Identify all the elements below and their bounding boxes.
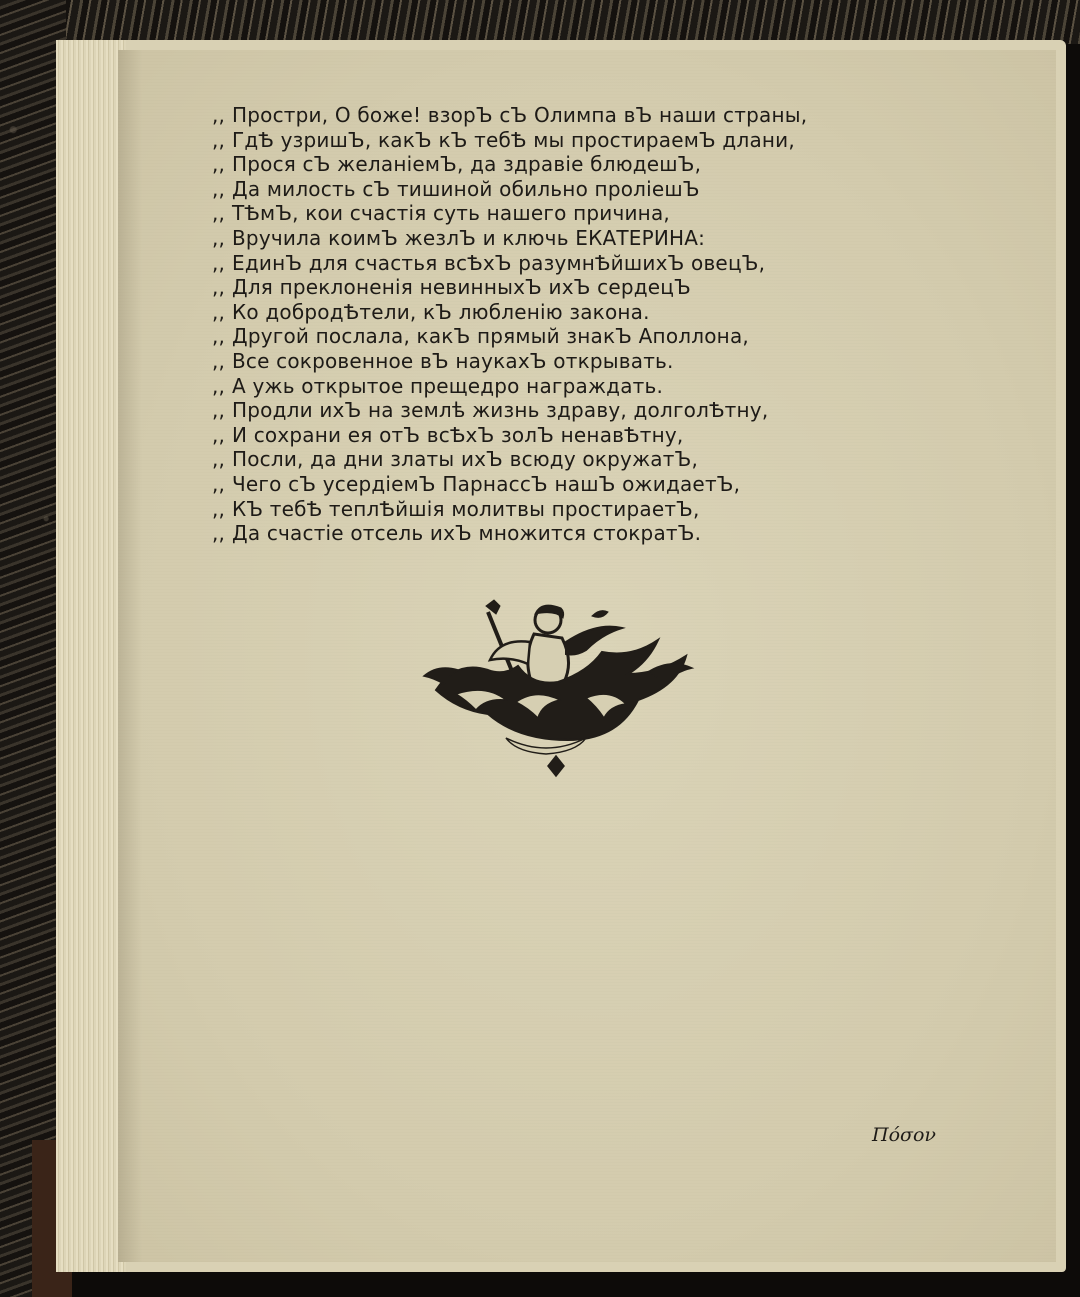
opening-quote: ,, <box>212 201 226 226</box>
opening-quote: ,, <box>212 447 226 472</box>
poem-line-text: Чего сЪ усердіемЪ ПарнассЪ нашЪ ожидаетЪ, <box>232 471 741 496</box>
cherub-vignette-icon <box>416 598 712 778</box>
opening-quote: ,, <box>212 373 226 398</box>
opening-quote: ,, <box>212 176 226 201</box>
poem-line-text: Другой послала, какЪ прямый знакЪ Аполлона, <box>232 324 749 349</box>
poem-line <box>212 447 902 472</box>
opening-quote: ,, <box>212 324 226 349</box>
poem-line <box>212 275 902 300</box>
opening-quote: ,, <box>212 471 226 496</box>
poem-line <box>212 497 902 522</box>
poem-text <box>212 103 902 546</box>
poem-line-text: Посли, да дни златы ихЪ всюду окружатЪ, <box>232 447 699 472</box>
opening-quote: ,, <box>212 521 226 546</box>
poem-line-text: Вручила коимЪ жезлЪ и ключь ЕКАТЕРИНА: <box>232 225 706 250</box>
poem-line-text: Прося сЪ желаніемЪ, да здравіе блюдешЪ, <box>232 152 702 177</box>
opening-quote: ,, <box>212 299 226 324</box>
poem-line <box>212 349 902 374</box>
opening-quote: ,, <box>212 103 226 127</box>
poem-line-text: Да счастіе отсель ихЪ множится стократЪ. <box>232 521 702 546</box>
poem-line-text: Все сокровенное вЪ наукахЪ открывать. <box>232 348 674 373</box>
poem-line <box>212 201 902 226</box>
poem-line-text: Продли ихЪ на землѣ жизнь здраву, долголѢтну, <box>232 398 769 423</box>
poem-line-text: Ко добродѢтели, кЪ любленію закона. <box>232 299 650 324</box>
poem-line <box>212 226 902 251</box>
poem-line <box>212 423 902 448</box>
poem-line-text: ГдѢ узришЪ, какЪ кЪ тебѢ мы простираемЪ длани, <box>232 127 795 152</box>
poem-line <box>212 374 902 399</box>
poem-line-text: А ужь открытое прещедро награждать. <box>232 373 664 398</box>
poem-line-text: КЪ тебѢ теплѢйшія молитвы простираетЪ, <box>232 496 700 521</box>
poem-line <box>212 300 902 325</box>
poem-line-text: ЕдинЪ для счастья всѢхЪ разумнѢйшихЪ овецЪ, <box>232 250 766 275</box>
catchword: Пόσον <box>872 1124 936 1146</box>
gutter-shadow <box>118 50 142 1262</box>
poem-line <box>212 472 902 497</box>
opening-quote: ,, <box>212 127 226 152</box>
poem-line-text: Простри, О боже! взорЪ сЪ Олимпа вЪ наши страны, <box>232 103 808 127</box>
poem-line <box>212 177 902 202</box>
opening-quote: ,, <box>212 496 226 521</box>
poem-line <box>212 521 902 546</box>
poem-line <box>212 152 902 177</box>
binding-top-edge <box>0 0 1080 44</box>
poem-line-text: Да милость сЪ тишиной обильно пролiешЪ <box>232 176 700 201</box>
poem-line <box>212 398 902 423</box>
poem-line-text: Для преклоненія невинныхЪ ихЪ сердецЪ <box>232 275 691 300</box>
opening-quote: ,, <box>212 225 226 250</box>
poem-line <box>212 251 902 276</box>
opening-quote: ,, <box>212 422 226 447</box>
poem-line <box>212 324 902 349</box>
poem-line <box>212 128 902 153</box>
poem-line <box>212 103 902 128</box>
poem-line-text: И сохрани ея отЪ всѢхЪ золЪ ненавѢтну, <box>232 422 684 447</box>
opening-quote: ,, <box>212 152 226 177</box>
poem-line-text: ТѢмЪ, кои счастія суть нашего причина, <box>232 201 670 226</box>
opening-quote: ,, <box>212 348 226 373</box>
opening-quote: ,, <box>212 275 226 300</box>
opening-quote: ,, <box>212 398 226 423</box>
opening-quote: ,, <box>212 250 226 275</box>
